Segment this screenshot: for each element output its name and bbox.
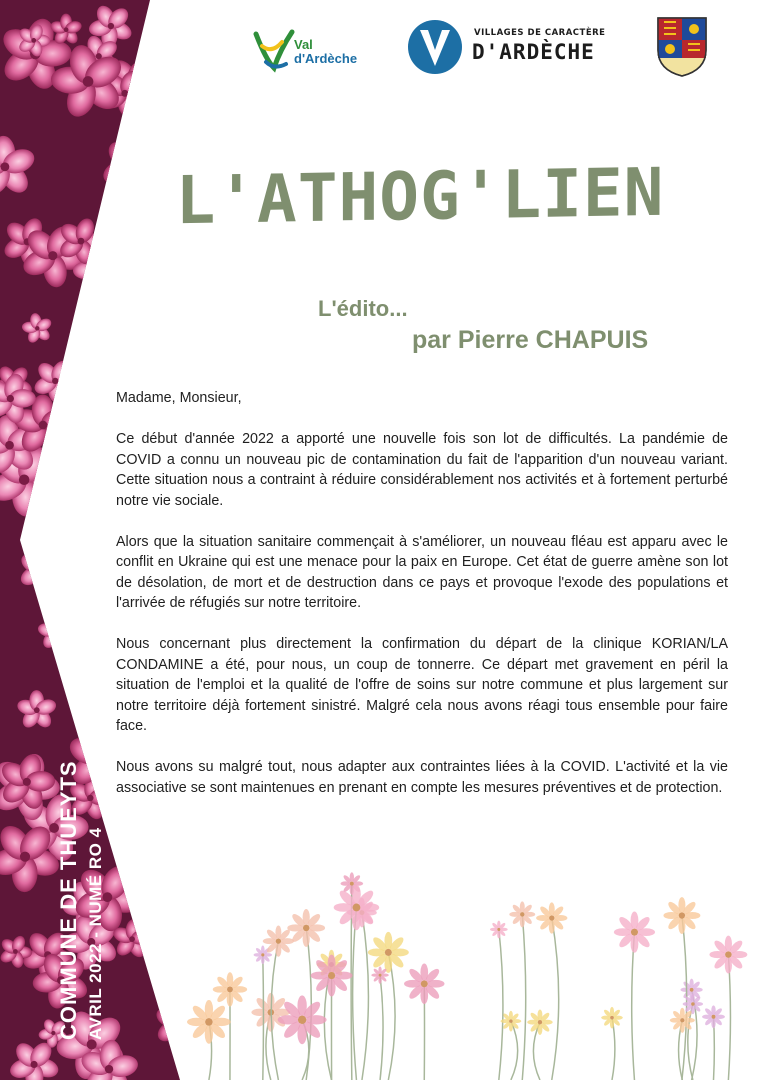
meadow-flower <box>663 897 700 934</box>
greeting: Madame, Monsieur, <box>116 390 242 406</box>
meadow-flower <box>263 926 294 957</box>
pink-flower <box>90 338 129 375</box>
coat-of-arms-icon <box>654 14 714 80</box>
flower-stem <box>380 975 383 1080</box>
villages-caractere-logo <box>406 18 616 78</box>
meadow-flower <box>187 1000 231 1044</box>
flower-stem <box>632 932 635 1080</box>
villages-big-text: D'ARDÈCHE <box>472 40 595 64</box>
val-line1: Val <box>294 37 313 52</box>
paragraph-4: Nous avons su malgré tout, nous adapter aux contraintes liées à la COVID. L'activité et la vie associative se sont maintenues en prenant en compte les mesures préventives et de protection. <box>116 759 728 796</box>
v-circle-icon <box>406 18 464 76</box>
paragraph-2: Alors que la situation sanitaire commençait à s'améliorer, un nouveau fléau est apparu avec le conflit en Ukraine qui est une menace pour la paix en Europe. Cet état de guerre amène son lot de désolation, de mort et de destruction dans ce pays et provoque l'exode des populations et l'arrivée de réfugiés sur notre territoire. <box>116 533 728 611</box>
meadow-flower <box>334 885 380 931</box>
meadow-flower <box>527 1009 552 1034</box>
pink-flower <box>71 530 106 565</box>
flower-stem <box>552 918 559 1080</box>
meadow-flower <box>490 921 508 939</box>
edito-heading: L'édito... <box>318 296 408 321</box>
meadow-flower <box>404 964 444 1004</box>
meadow-flower <box>536 902 567 933</box>
meadow-flower <box>509 901 535 927</box>
pink-flower <box>80 588 117 623</box>
edito-byline: par Pierre CHAPUIS <box>412 326 649 354</box>
newsletter-title: L'ATHOG'LIEN <box>175 153 665 240</box>
meadow-flower <box>702 1005 725 1028</box>
flower-stem <box>362 913 369 1080</box>
pink-flower <box>107 141 163 200</box>
flower-stem <box>499 929 503 1080</box>
meadow-flower <box>278 995 327 1044</box>
meadow-flower <box>614 912 655 953</box>
side-commune: COMMUNE DE THUEYTS <box>56 760 81 1040</box>
meadow-flower <box>709 936 747 974</box>
paragraph-1: Ce début d'année 2022 a apporté une nouvelle fois son lot de difficultés. La pandémie de COVID a connu un nouveau pic de contamination du fait de l'apparition d'un nouveau variant. Cette situation nous a contraint à réduire considérablement nos activités et à fortement perturbé notre vie sociale. <box>116 431 728 509</box>
val-ardeche-logo <box>252 24 362 79</box>
flower-stem <box>522 914 525 1080</box>
meadow-flower <box>311 955 353 997</box>
pink-flower <box>59 379 116 436</box>
meadow-flower <box>213 972 247 1006</box>
edito-body <box>116 388 728 819</box>
pink-flower <box>52 563 116 625</box>
pink-flower <box>166 325 216 378</box>
val-line2: d'Ardèche <box>294 51 358 66</box>
meadow-flower <box>601 1007 623 1029</box>
meadow-flower <box>368 932 409 973</box>
side-issue: AVRIL 2022 - NUMÉ RO 4 <box>86 827 105 1040</box>
flower-stem <box>263 955 264 1080</box>
meadow-flower <box>670 1008 695 1033</box>
pink-flower <box>80 433 112 463</box>
flower-stem <box>353 907 357 1080</box>
meadow-flower <box>501 1011 522 1032</box>
logo-row <box>240 14 740 84</box>
meadow-flower <box>371 966 388 983</box>
side-caption <box>56 760 106 1040</box>
pink-flower <box>83 278 131 324</box>
meadow-flower <box>683 994 703 1014</box>
paragraph-3: Nous concernant plus directement la confirmation du départ de la clinique KORIAN/LA CONDAMINE a été, pour nous, un coup de tonnerre. Ce départ met gravement en péril la situation de l'emploi et la qualité de l'offre de soins sur notre commune et plus largement sur notre territoire déjà fortement sinistré. Malgré cela nous avons réagi tous ensemble pour faire face. <box>116 636 728 734</box>
villages-small-text: VILLAGES DE CARACTÈRE <box>474 28 606 38</box>
val-ardeche-icon <box>252 24 296 74</box>
